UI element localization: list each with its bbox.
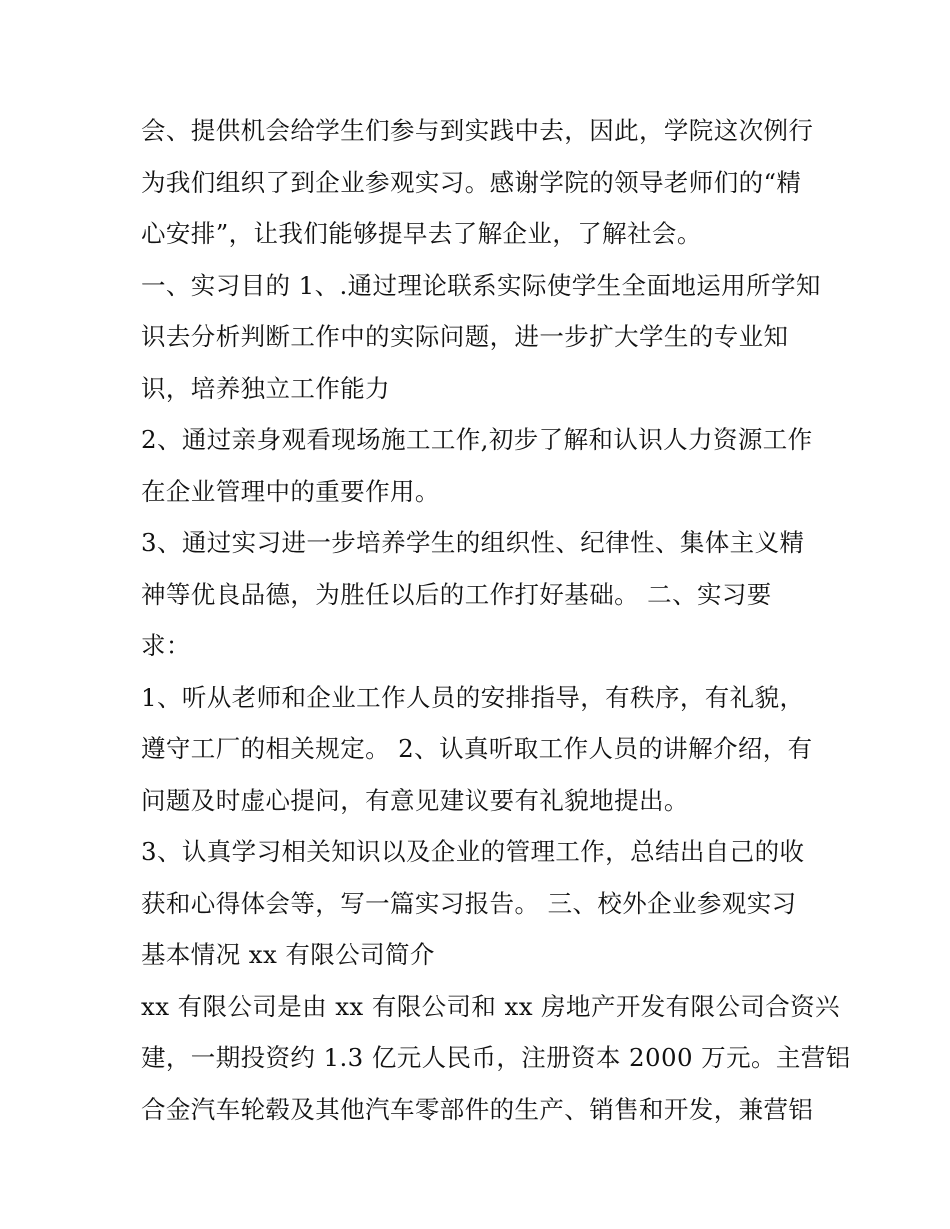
text-line: 1、听从老师和企业工作人员的安排指导，有秩序，有礼貌， <box>141 682 805 712</box>
text-line: 合金汽车轮毂及其他汽车零部件的生产、销售和开发，兼营铝 <box>141 1094 814 1124</box>
text-line: 在企业管理中的重要作用。 <box>141 476 440 506</box>
text-line: 遵守工厂的相关规定。 2、认真听取工作人员的讲解介绍，有 <box>141 734 813 763</box>
text-line: 一、实习目的 1、.通过理论联系实际使学生全面地运用所学知 <box>141 270 821 300</box>
text-line: 获和心得体会等，写一篇实习报告。 三、校外企业参观实习 <box>141 888 797 918</box>
text-line: 建，一期投资约 1.3 亿元人民币，注册资本 2000 万元。主营铝 <box>141 1043 851 1072</box>
document-body <box>141 105 851 1135</box>
text-line: 心安排”，让我们能够提早去了解企业，了解社会。 <box>141 219 702 248</box>
text-line: 求： <box>141 631 191 660</box>
text-line: 2、通过亲身观看现场施工工作,初步了解和认识人力资源工作 <box>141 425 813 454</box>
text-line: 会、提供机会给学生们参与到实践中去，因此，学院这次例行 <box>141 116 814 145</box>
text-line: 识去分析判断工作中的实际问题，进一步扩大学生的专业知 <box>141 322 789 351</box>
text-line: 神等优良品德，为胜任以后的工作打好基础。 二、实习要 <box>141 579 772 609</box>
text-line: 3、通过实习进一步培养学生的组织性、纪律性、集体主义精 <box>141 528 805 557</box>
text-line: 3、认真学习相关知识以及企业的管理工作，总结出自己的收 <box>141 837 805 866</box>
text-line: 为我们组织了到企业参观实习。感谢学院的领导老师们的“精 <box>141 167 802 197</box>
text-line: 基本情况 xx 有限公司简介 <box>141 940 435 969</box>
text-line: 识，培养独立工作能力 <box>141 373 390 403</box>
text-line: 问题及时虚心提问，有意见建议要有礼貌地提出。 <box>141 785 689 815</box>
text-line: xx 有限公司是由 xx 有限公司和 xx 房地产开发有限公司合资兴 <box>141 991 840 1021</box>
